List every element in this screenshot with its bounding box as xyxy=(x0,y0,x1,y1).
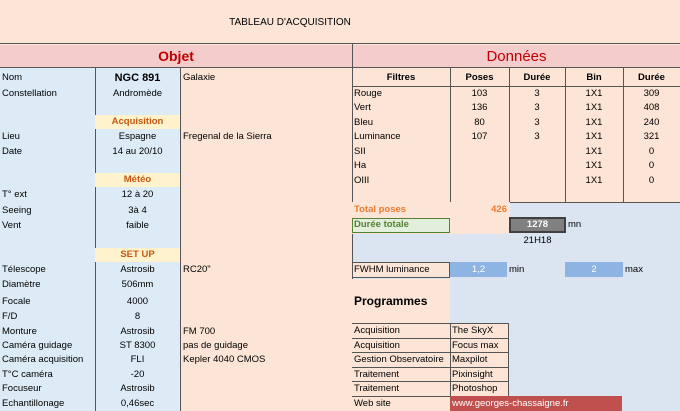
duree-totale-value: 1278 xyxy=(526,219,549,230)
programme-label: Traitement xyxy=(354,369,400,380)
website-link[interactable]: www.georges-chassaigne.fr xyxy=(452,398,569,409)
programme-label: Acquisition xyxy=(354,325,400,336)
programmes-title: Programmes xyxy=(354,294,428,308)
echantillonage-value: 0,46sec xyxy=(120,398,155,409)
monture-value: Astrosib xyxy=(120,326,155,337)
fwhm-max-label: max xyxy=(625,264,643,275)
row-bin: 1X1 xyxy=(585,131,603,142)
vent-label: Vent xyxy=(2,220,22,231)
nom-extra: Galaxie xyxy=(183,72,216,83)
row-duree-total: 240 xyxy=(643,117,660,128)
col-header-bin: Bin xyxy=(586,72,602,83)
row-poses: 80 xyxy=(474,117,485,128)
row-filtre: Vert xyxy=(354,102,371,113)
tc-camera-label: T°C caméra xyxy=(2,369,53,380)
meteo-header: Météo xyxy=(123,174,152,185)
programme-label: Gestion Observatoire xyxy=(354,354,444,365)
row-duree-total: 0 xyxy=(648,146,655,157)
camera-acquisition-label: Caméra acquisition xyxy=(2,354,84,365)
vent-value: faible xyxy=(126,220,149,231)
programme-label: Web site xyxy=(354,398,391,409)
programme-label: Acquisition xyxy=(354,340,400,351)
focuseur-value: Astrosib xyxy=(120,383,155,394)
seeing-value: 3à 4 xyxy=(128,205,147,216)
row-filtre: SII xyxy=(354,146,366,157)
row-duree: 3 xyxy=(534,102,540,113)
acquisition-header: Acquisition xyxy=(111,116,164,127)
row-duree-total: 0 xyxy=(648,160,655,171)
date-label: Date xyxy=(2,146,23,157)
section-donnees: Données xyxy=(352,45,680,68)
focale-label: Focale xyxy=(2,296,31,307)
camera-guidage-label: Caméra guidage xyxy=(2,340,73,351)
col-header-filtres: Filtres xyxy=(386,72,416,83)
row-bin: 1X1 xyxy=(585,102,603,113)
fd-value: 8 xyxy=(134,311,141,322)
telescope-label: Télescope xyxy=(2,264,46,275)
camera-acquisition-value: FLI xyxy=(130,354,145,365)
camera-guidage-value: ST 8300 xyxy=(119,340,156,351)
diametre-label: Diamètre xyxy=(2,279,41,290)
date-value: 14 au 20/10 xyxy=(112,146,163,157)
row-bin: 1X1 xyxy=(585,175,603,186)
programme-value: Maxpilot xyxy=(452,354,488,365)
monture-label: Monture xyxy=(2,326,37,337)
row-poses: 103 xyxy=(471,88,488,99)
row-duree: 3 xyxy=(534,88,540,99)
fwhm-min-label: min xyxy=(509,264,525,275)
telescope-value: Astrosib xyxy=(120,264,155,275)
programme-value: Focus max xyxy=(452,340,499,351)
setup-header: SET UP xyxy=(120,249,155,260)
constellation-label: Constellation xyxy=(2,88,57,99)
text-label: T° ext xyxy=(2,189,27,200)
row-duree-total: 309 xyxy=(643,88,660,99)
row-duree: 3 xyxy=(534,131,540,142)
duree-totale-label: Durée totale xyxy=(354,219,409,230)
focuseur-label: Focuseur xyxy=(2,383,42,394)
lieu-label: Lieu xyxy=(2,131,20,142)
duree-totale-hours: 21H18 xyxy=(523,235,552,246)
row-bin: 1X1 xyxy=(585,117,603,128)
total-poses-label: Total poses xyxy=(354,204,407,215)
section-objet: Objet xyxy=(0,45,352,68)
row-poses: 107 xyxy=(471,131,488,142)
programme-value: Photoshop xyxy=(452,383,498,394)
seeing-label: Seeing xyxy=(2,205,32,216)
page-title: TABLEAU D'ACQUISITION xyxy=(229,17,351,28)
row-duree-total: 408 xyxy=(643,102,660,113)
diametre-value: 506mm xyxy=(121,279,154,290)
nom-value: NGC 891 xyxy=(114,72,161,84)
row-bin: 1X1 xyxy=(585,160,603,171)
programme-label: Traitement xyxy=(354,383,400,394)
row-filtre: Rouge xyxy=(354,88,382,99)
camera-acquisition-extra: Kepler 4040 CMOS xyxy=(183,354,266,365)
lieu-extra: Fregenal de la Sierra xyxy=(183,131,272,142)
nom-label: Nom xyxy=(2,72,23,83)
fwhm-min-value: 1,2 xyxy=(471,264,486,275)
row-poses: 136 xyxy=(471,102,488,113)
tc-camera-value: -20 xyxy=(130,369,145,380)
fwhm-max-value: 2 xyxy=(591,264,597,275)
telescope-extra: RC20" xyxy=(183,264,211,275)
col-header-duree-total: Durée xyxy=(638,72,665,83)
row-duree-total: 321 xyxy=(643,131,660,142)
row-filtre: OIII xyxy=(354,175,370,186)
constellation-value: Andromède xyxy=(112,88,163,99)
total-poses-value: 426 xyxy=(491,204,507,215)
row-filtre: Bleu xyxy=(354,117,374,128)
row-duree-total: 0 xyxy=(648,175,655,186)
duree-totale-unit: mn xyxy=(568,219,582,230)
text-value: 12 à 20 xyxy=(121,189,154,200)
fd-label: F/D xyxy=(2,311,18,322)
col-header-duree: Durée xyxy=(523,72,551,83)
row-filtre: Ha xyxy=(354,160,367,171)
row-filtre: Luminance xyxy=(354,131,401,142)
fwhm-label: FWHM luminance xyxy=(354,264,430,275)
row-bin: 1X1 xyxy=(585,88,603,99)
camera-guidage-extra: pas de guidage xyxy=(183,340,248,351)
programme-value: Pixinsight xyxy=(452,369,493,380)
row-duree: 3 xyxy=(534,117,540,128)
col-header-poses: Poses xyxy=(465,72,494,83)
monture-extra: FM 700 xyxy=(183,326,216,337)
programme-value: The SkyX xyxy=(452,325,494,336)
focale-value: 4000 xyxy=(126,296,149,307)
echantillonage-label: Echantillonage xyxy=(2,398,65,409)
lieu-value: Espagne xyxy=(118,131,157,142)
row-bin: 1X1 xyxy=(585,146,603,157)
